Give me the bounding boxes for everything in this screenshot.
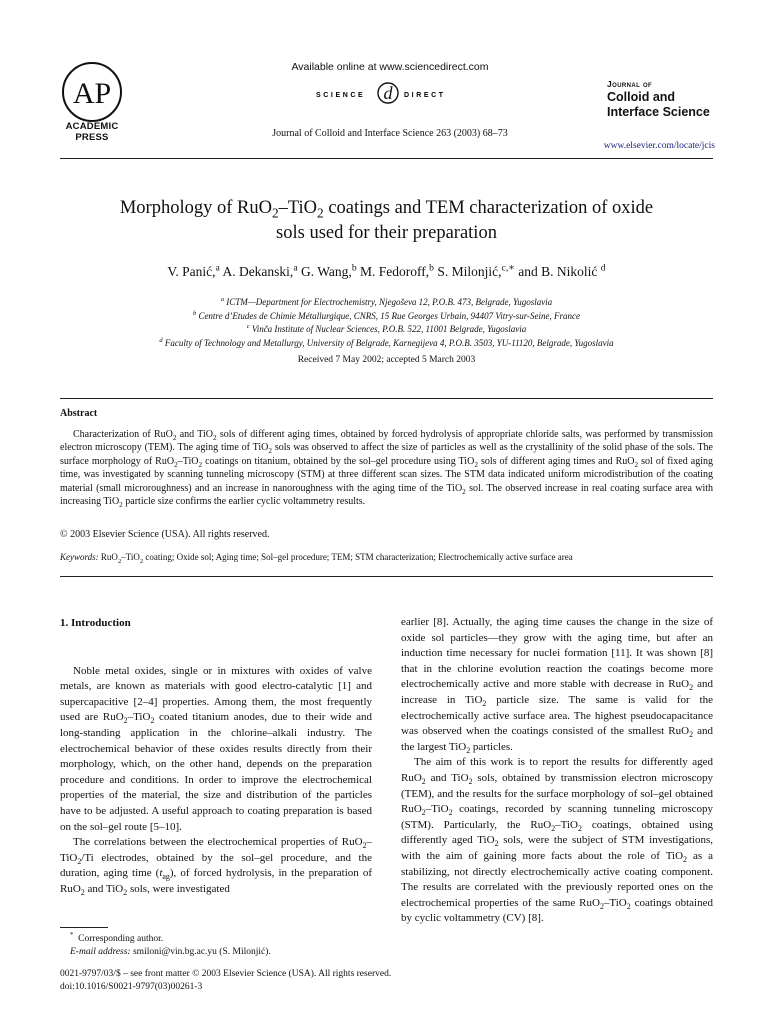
footer-identifiers — [60, 968, 391, 993]
email-address[interactable]: smiloni@vin.bg.ac.yu (S. Milonjić). — [130, 946, 271, 957]
sciencedirect-logo-icon — [300, 80, 480, 106]
section-heading: 1. Introduction — [60, 617, 131, 629]
journal-url-link[interactable]: www.elsevier.com/locate/jcis — [603, 141, 715, 151]
issn-line: 0021-9797/03/$ – see front matter © 2003 Elsevier Science (USA). All rights reserved. — [60, 969, 392, 979]
affiliation-item: $^c$ Vinča Institute of Nuclear Sciences, P.O.B. 522, 11001 Belgrade, Yugoslavia — [246, 323, 527, 334]
affiliations — [60, 296, 713, 350]
keywords — [60, 552, 713, 565]
publisher-name: ACADEMIC PRESS — [65, 121, 119, 143]
journal-citation: Journal of Colloid and Interface Science 263 (2003) 68–73 — [272, 128, 508, 139]
abstract-top-rule — [60, 398, 713, 399]
available-online-text: Available online at www.sciencedirect.com — [291, 61, 489, 73]
logo-letters: AP — [72, 77, 112, 110]
paragraph: Noble metal oxides, single or in mixtures with oxides of valve metals, are known as materials with good electro-catalytic [1] and supercapacitive [2–4] properties. Among them, the most frequently used are RuO$_2$–TiO$_2$ coated titanium anodes, due to their wide and long-standing application in the chlorine–alkali industry. The electrochemical behavior of these oxides results directly from their morphology, which, on the other hand, depends on the preparation procedure and conditions. In order to improve the electrochemical properties of the material, the size and distribution of the particles have to be adjusted. A useful approach to coating preparation is based on the sol–gel route [5–10]. — [60, 664, 372, 833]
affiliation-item: $^d$ Faculty of Technology and Metallurgy, University of Belgrade, Karnegijeva 4, P.O.B. 3503, YU-11120, Belgrade, Yugoslavia — [159, 336, 614, 348]
body-right-column — [401, 615, 713, 927]
paragraph: The aim of this work is to report the results for differently aged RuO$_2$ and TiO$_2$ sols, obtained by transmission electron microscopy (TEM), and the results for the surface morphology of sol–gel obtained RuO$_2$–TiO$_2$ coatings, recorded by scanning tunneling microscopy (STM). Particularly, the RuO$_2$–TiO$_2$ coatings, obtained using differently aged TiO$_2$ sols, were the subject of STM investigations, with the aim of gaining more facts about the role of TiO$_2$ as a stabilizing, not directly electrochemically active coating component. The results are correlated with the previously reported ones on the electrochemical properties of the same RuO$_2$–TiO$_2$ coatings obtained by cyclic voltammetry (CV) [8]. — [401, 756, 714, 925]
body-left-column — [60, 616, 372, 898]
received-dates: Received 7 May 2002; accepted 5 March 2003 — [297, 355, 476, 365]
footnote-rule — [60, 927, 108, 928]
doi-line: doi:10.1016/S0021-9797(03)00261-3 — [60, 981, 203, 992]
footnote-mark: * — [70, 931, 74, 939]
footnote — [70, 933, 271, 958]
email-label: E-mail address: — [70, 946, 131, 957]
sd-mark: d — [383, 83, 393, 103]
paragraph: The correlations between the electrochemical properties of RuO$_2$–TiO$_2$/Ti electrodes, obtained by the sol–gel procedure, and the duration, aging time $(t_{ag})$, of forced hydrolysis, in the preparation of RuO$_2$ and TiO$_2$ sols, were investigated — [60, 836, 373, 898]
abstract-bottom-rule — [60, 576, 713, 577]
author-list: V. Panić,$^a$ A. Dekanski,$^a$ G. Wang,$^b$ M. Fedoroff,$^b$ S. Milonjić,$^{c,∗}$ and B. Nikolić $^d$ — [167, 262, 606, 279]
abstract-body: Characterization of RuO$_2$ and TiO$_2$ sols of different aging times, obtained by forced hydrolysis of appropriate chloride salts, was performed by transmission electron microscopy (TEM). The aging time of TiO$_2$ sols was observed to affect the size of particles as well as the crystallinity of the solid phase of the sols. The surface morphology of RuO$_2$–TiO$_2$ coatings on titanium, obtained by the sol–gel procedure using TiO$_2$ sols of different aging times and RuO$_2$ sol of fixed aging time, was investigated by scanning tunneling microscopy (STM) at three different scan sizes. The STM data indicated uniform microdistribution of the coating material (small microroughness) and an increase in nanoroughness with the aging time of the TiO$_2$ sol. The observed increase in real coating surface area with increasing TiO$_2$ particle size confirms the earlier cyclic voltammetry results. — [60, 429, 714, 510]
journal-of-label: Journal of — [607, 79, 653, 89]
sd-left-text: SCIENCE — [316, 92, 366, 99]
paragraph: earlier [8]. Actually, the aging time causes the change in the size of oxide sol particles—they grow with the aging time, but after an induction time necessary for nuclei formation [11]. It was shown [8] that in the chlorine evolution reaction the coatings become more electrochemically active and more stable with decrease in RuO$_2$ and increase in TiO$_2$ particle size. The same is valid for the electrochemically active surface area. The highest pseudocapacitance was observed when the coatings consisted of the smallest RuO$_2$ and the largest TiO$_2$ particles. — [401, 616, 714, 755]
abstract-heading: Abstract — [60, 408, 98, 419]
sd-right-text: DIRECT — [404, 92, 446, 99]
affiliation-item: $^b$ Centre d’Etudes de Chimie Métallurgique, CNRS, 15 Rue Georges Urbain, 94407 Vitry-sur-Seine, France — [192, 309, 581, 321]
affiliation-item: $^a$ ICTM—Department for Electrochemistry, Njegoševa 12, P.O.B. 473, Belgrade, Yugoslavia — [220, 296, 553, 307]
journal-name: Colloid and Interface Science — [607, 90, 710, 119]
keywords-label: Keywords: — [60, 552, 99, 562]
academic-press-logo-icon — [60, 60, 124, 124]
header-rule — [60, 158, 713, 159]
article-title: Morphology of RuO$_2$–TiO$_2$ coatings and TEM characterization of oxide sols used for their preparation — [119, 198, 654, 243]
keywords-list: RuO$_2$–TiO$_2$ coating; Oxide sol; Aging time; Sol–gel procedure; TEM; STM characterization; Electrochemically active surface area — [98, 552, 573, 565]
corresponding-author: Corresponding author. — [78, 934, 164, 944]
abstract-copyright: © 2003 Elsevier Science (USA). All rights reserved. — [60, 529, 270, 540]
